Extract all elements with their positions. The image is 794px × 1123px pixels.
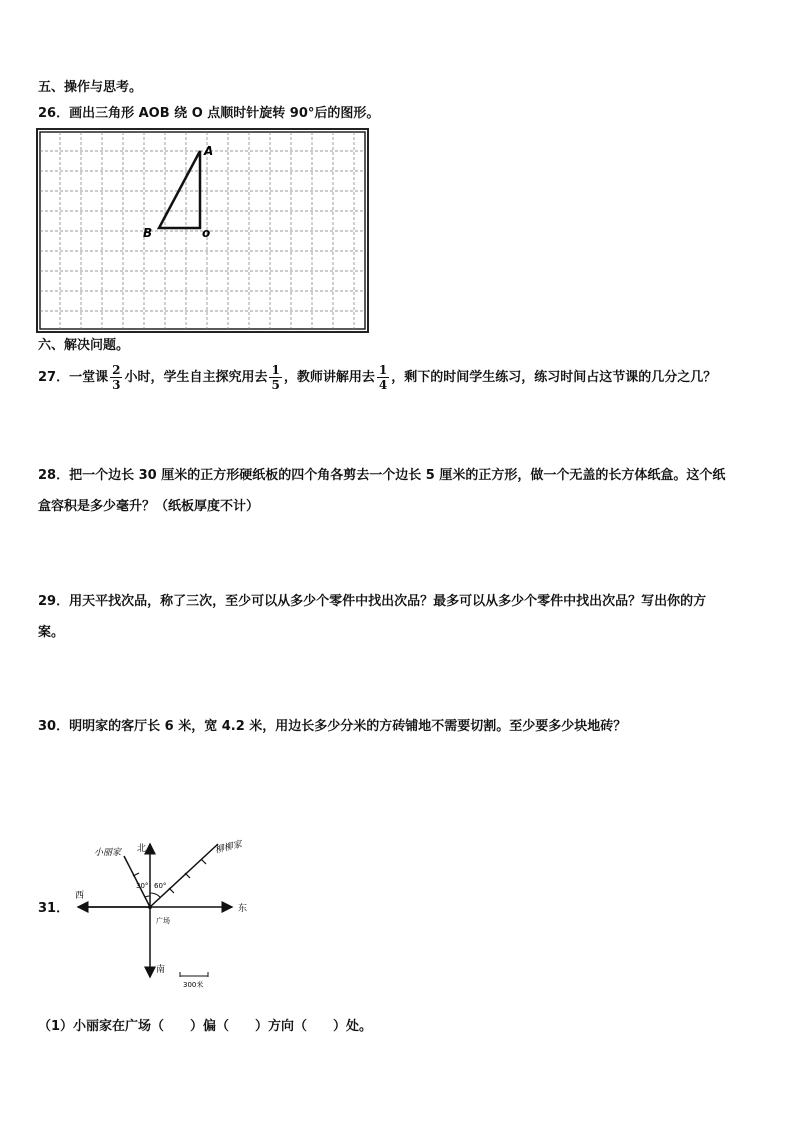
q27-part2: 小时，学生自主探究用去: [124, 370, 268, 385]
question-26-text: 26．画出三角形 AOB 绕 O 点顺时针旋转 90°后的图形。: [38, 106, 380, 121]
north-label: 北: [136, 844, 146, 854]
question-29-line1: 29．用天平找次品，称了三次，至少可以从多少个零件中找出次品？最多可以从多少个零件中找出次品？写出你的方: [38, 594, 707, 609]
label-b: B: [143, 226, 153, 240]
section-5-title: 五、操作与思考。: [38, 80, 143, 95]
ray-liuliu-home: [150, 844, 218, 907]
q27-part1: 27．一堂课: [38, 370, 109, 385]
label-o: o: [202, 226, 211, 240]
fraction-two-thirds: $\frac{2}{3}$: [112, 363, 121, 392]
fraction-one-fifth: $\frac{1}{5}$: [271, 363, 280, 392]
question-31-number: 31．: [38, 901, 70, 916]
direction-map: [70, 832, 270, 992]
q27-part3: ，教师讲解用去: [283, 370, 375, 385]
label-a: A: [204, 144, 214, 158]
xiaoli-home-label: 小丽家: [94, 848, 122, 858]
question-28-line2: 盒容积是多少毫升？（纸板厚度不计）: [38, 499, 260, 514]
liuliu-home-label: 柳柳家: [214, 839, 243, 856]
question-27-text: [38, 356, 716, 400]
section-6-title: 六、解决问题。: [38, 338, 130, 353]
west-label: 西: [75, 891, 85, 901]
rotation-grid-figure: [36, 128, 370, 334]
east-label: 东: [238, 904, 248, 914]
fraction-one-fourth: $\frac{1}{4}$: [378, 363, 388, 392]
angle-60-label: 60°: [154, 882, 167, 890]
center-label: 广场: [156, 917, 170, 925]
scale-label: 300米: [183, 981, 204, 989]
q27-part4: ，剩下的时间学生练习，练习时间占这节课的几分之几？: [391, 370, 717, 385]
question-31-sub1: （1）小丽家在广场（ ）偏（ ）方向（ ）处。: [38, 1019, 373, 1034]
question-29-line2: 案。: [38, 625, 65, 640]
question-28-line1: 28．把一个边长 30 厘米的正方形硬纸板的四个角各剪去一个边长 5 厘米的正方形，做一个无盖的长方体纸盒。这个纸: [38, 468, 726, 483]
south-label: 南: [156, 965, 166, 975]
angle-30-label: 30°: [136, 882, 149, 890]
question-30-text: 30．明明家的客厅长 6 米，宽 4.2 米，用边长多少分米的方砖铺地不需要切割。至少要多少块地砖？: [38, 719, 627, 734]
